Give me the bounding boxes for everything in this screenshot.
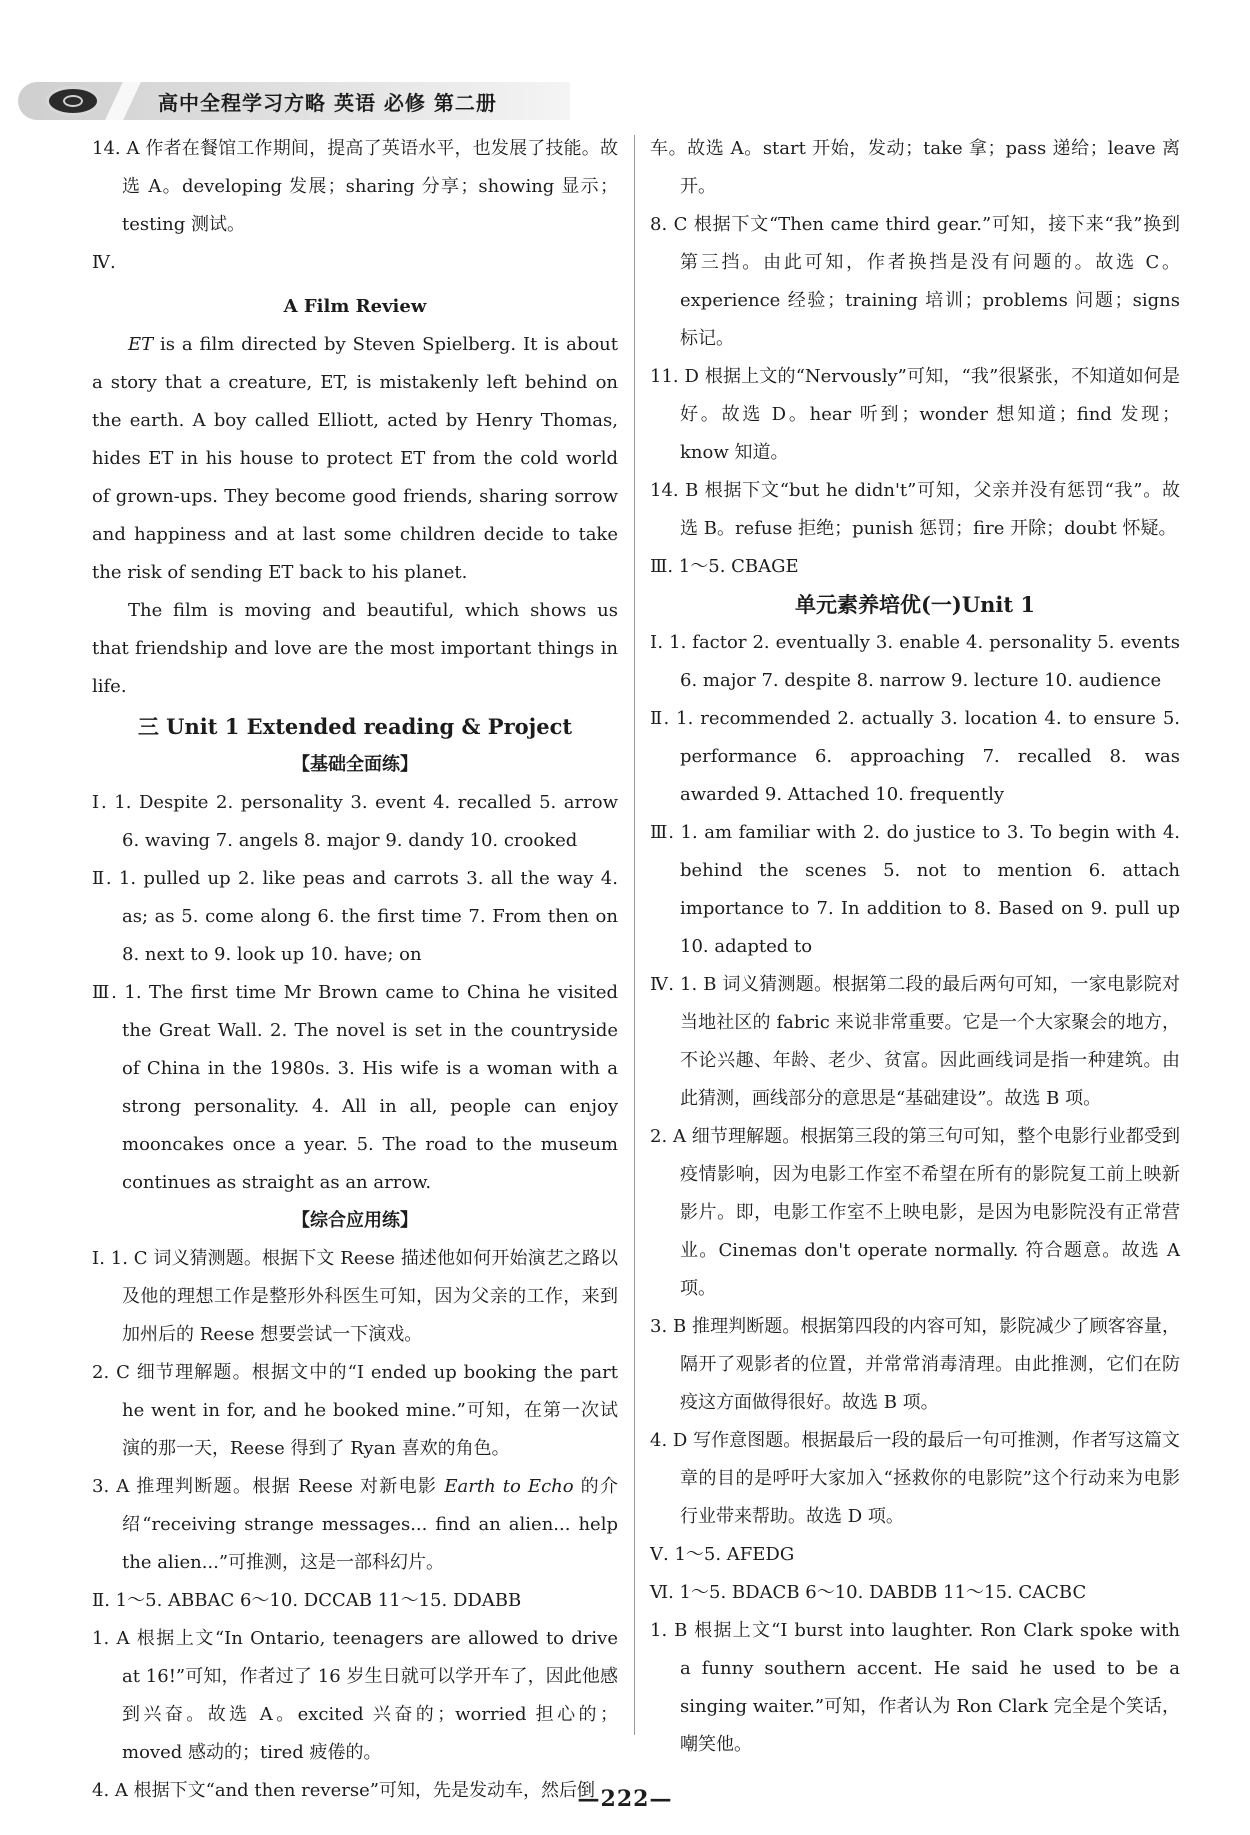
- review-p1-text: is a film directed by Steven Spielberg. It is about a story that a creature, ET, is mistakenly left behind on the earth. A boy called Elliott, acted by Henry Thomas, hides ET in his house to protect ET from the cold world of grown-ups. They become good friends, sharing sorrow and happiness and at last some children decide to take the risk of sending ET back to his planet.: [92, 334, 618, 583]
- basic-part-2: Ⅱ. 1. pulled up 2. like peas and carrots 3. all the way 4. as; as 5. come along 6. the first time 7. From then on 8. next to 9. look up 10. have; on: [92, 868, 618, 965]
- basic-part-3: Ⅲ. 1. The first time Mr Brown came to China he visited the Great Wall. 2. The novel is set in the countryside of China in the 1980s. 3. His wife is a woman with a strong personality. 4. All in all, people can enjoy mooncakes once a year. 5. The road to the museum continues as straight as an arrow.: [92, 982, 618, 1193]
- answer-14a: 14. A 作者在餐馆工作期间，提高了英语水平，也发展了技能。故选 A。developing 发展；sharing 分享；showing 显示；testing 测试。: [92, 138, 618, 235]
- section-iii-key: Ⅲ. 1～5. CBAGE: [650, 556, 799, 577]
- review-paragraph-2: The film is moving and beautiful, which shows us that friendship and love are the most important things in life.: [92, 600, 618, 697]
- comp-answer-1: Ⅰ. 1. C 词义猜测题。根据下文 Reese 描述他如何开始演艺之路以及他的理想工作是整形外科医生可知，因为父亲的工作，来到加州后的 Reese 想要尝试一下演戏。: [92, 1248, 618, 1345]
- unit-reading-3: 3. B 推理判断题。根据第四段的内容可知，影院减少了顾客容量，隔开了观影者的位置，并常常消毒清理。由此推测，它们在防疫这方面做得很好。故选 B 项。: [650, 1316, 1180, 1413]
- film-title: Earth to Echo: [444, 1476, 574, 1497]
- unit-part-6-key: Ⅵ. 1～5. BDACB 6～10. DABDB 11～15. CACBC: [650, 1582, 1087, 1603]
- right-column: [650, 130, 1180, 1764]
- comp-answer-cloze-4: 4. A 根据下文“and then reverse”可知，先是发动车，然后倒: [92, 1780, 595, 1801]
- header-divider: [105, 82, 141, 120]
- unit-part-5-key: Ⅴ. 1～5. AFEDG: [650, 1544, 795, 1565]
- page-number: —222—: [577, 1786, 673, 1812]
- section-heading: 三 Unit 1 Extended reading & Project: [137, 714, 573, 739]
- section-iv-label: Ⅳ.: [92, 252, 116, 273]
- comp-answer-2: 2. C 细节理解题。根据文中的“I ended up booking the part he went in for, and he booked mine.”可知，在第一次试演的那一天，Reese 得到了 Ryan 喜欢的角色。: [92, 1362, 618, 1459]
- unit-part-1: Ⅰ. 1. factor 2. eventually 3. enable 4. personality 5. events 6. major 7. despite 8. narrow 9. lecture 10. audience: [650, 632, 1180, 691]
- unit-title: 单元素养培优(一)Unit 1: [794, 592, 1036, 617]
- answer-continued: 车。故选 A。start 开始，发动；take 拿；pass 递给；leave 离开。: [650, 138, 1180, 197]
- review-title: A Film Review: [283, 296, 427, 317]
- answer-8c: 8. C 根据下文“Then came third gear.”可知，接下来“我”换到第三挡。由此可知，作者换挡是没有问题的。故选 C。experience 经验；training 培训；problems 问题；signs 标记。: [650, 214, 1180, 349]
- review-film-name: ET: [128, 334, 154, 355]
- unit-part-3: Ⅲ. 1. am familiar with 2. do justice to 3. To begin with 4. behind the scenes 5. not to mention 6. attach importance to 7. In addition to 8. Based on 9. pull up 10. adapted to: [650, 822, 1180, 957]
- comp-answer-cloze-1: 1. A 根据上文“In Ontario, teenagers are allowed to drive at 16!”可知，作者过了 16 岁生日就可以学开车了，因此他感到兴奋。故选 A。excited 兴奋的；worried 担心的；moved 感动的；tired 疲倦的。: [92, 1628, 618, 1763]
- unit-reading-2: 2. A 细节理解题。根据第三段的第三句可知，整个电影行业都受到疫情影响，因为电影工作室不希望在所有的影院复工前上映新影片。即，电影工作室不上映电影，是因为电影院没有正常营业。Cinemas don't operate normally. 符合题意。故选 A 项。: [650, 1126, 1180, 1299]
- subsection-comprehensive: 【综合应用练】: [292, 1210, 418, 1231]
- column-divider: [634, 135, 635, 1735]
- unit-cloze-1: 1. B 根据上文“I burst into laughter. Ron Clark spoke with a funny southern accent. He said he used to be a singing waiter.”可知，作者认为 Ron Clark 完全是个笑话，嘲笑他。: [650, 1620, 1180, 1755]
- comp-answer-3: [92, 1468, 618, 1582]
- left-column: [92, 130, 618, 1810]
- basic-part-1: Ⅰ. 1. Despite 2. personality 3. event 4. recalled 5. arrow 6. waving 7. angels 8. major 9. dandy 10. crooked: [92, 792, 618, 851]
- answer-14b: 14. B 根据下文“but he didn't”可知，父亲并没有惩罚“我”。故选 B。refuse 拒绝；punish 惩罚；fire 开除；doubt 怀疑。: [650, 480, 1180, 539]
- unit-reading-1: Ⅳ. 1. B 词义猜测题。根据第二段的最后两句可知，一家电影院对当地社区的 fabric 来说非常重要。它是一个大家聚会的地方，不论兴趣、年龄、老少、贫富。因此画线词是指一种建筑。由此猜测，画线部分的意思是“基础建设”。故选 B 项。: [650, 974, 1180, 1109]
- subsection-basic: 【基础全面练】: [292, 754, 418, 775]
- unit-reading-4: 4. D 写作意图题。根据最后一段的最后一句可推测，作者写这篇文章的目的是呼吁大家加入“拯救你的电影院”这个行动来为电影行业带来帮助。故选 D 项。: [650, 1430, 1180, 1527]
- unit-part-2: Ⅱ. 1. recommended 2. actually 3. location 4. to ensure 5. performance 6. approaching 7. recalled 8. was awarded 9. Attached 10. frequently: [650, 708, 1180, 805]
- answer-11d: 11. D 根据上文的“Nervously”可知，“我”很紧张，不知道如何是好。故选 D。hear 听到；wonder 想知道；find 发现；know 知道。: [650, 366, 1180, 463]
- comp-part-2-key: Ⅱ. 1～5. ABBAC 6～10. DCCAB 11～15. DDABB: [92, 1590, 522, 1611]
- book-logo-icon: [46, 86, 100, 116]
- comp-answer-3-pre: 3. A 推理判断题。根据 Reese 对新电影: [92, 1476, 445, 1497]
- page-header: [18, 82, 570, 120]
- header-title: 高中全程学习方略 英语 必修 第二册: [158, 91, 497, 115]
- comp-answer-3-post: 的介绍“receiving strange messages... find an alien... help the alien...”可推测，这是一部科幻片。: [122, 1476, 619, 1573]
- review-paragraph-1: [92, 326, 618, 592]
